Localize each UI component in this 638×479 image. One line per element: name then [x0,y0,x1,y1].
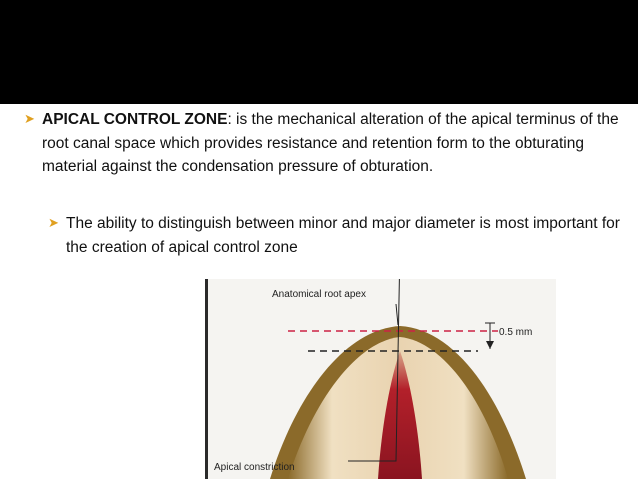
label-distance: 0.5 mm [499,327,533,338]
label-anatomical-apex: Anatomical root apex [272,289,366,300]
label-apical-constriction: Apical constriction [214,462,295,473]
title-band [0,0,638,104]
sub-bullet-diameter [48,212,624,259]
root-apex-illustration [208,279,556,479]
slide-content [0,104,638,479]
distance-arrow-icon [486,341,494,349]
root-apex-diagram [205,279,556,479]
bullet-arrow-icon: ➤ [24,111,35,126]
bullet-arrow-icon: ➤ [48,215,59,230]
bullet-text [42,108,624,179]
bullet-term: APICAL CONTROL ZONE [42,111,228,128]
bullet-apical-control-zone [24,108,624,179]
apex-pointer-line [396,304,398,325]
bullet-definition: : is the mechanical alteration of the apical terminus of the root canal space which provides resistance and retention form to the obturating material against the condensation pressure of obturation. [42,111,619,175]
sub-bullet-text: The ability to distinguish between minor and major diameter is most important for the creation of apical control zone [66,215,620,256]
